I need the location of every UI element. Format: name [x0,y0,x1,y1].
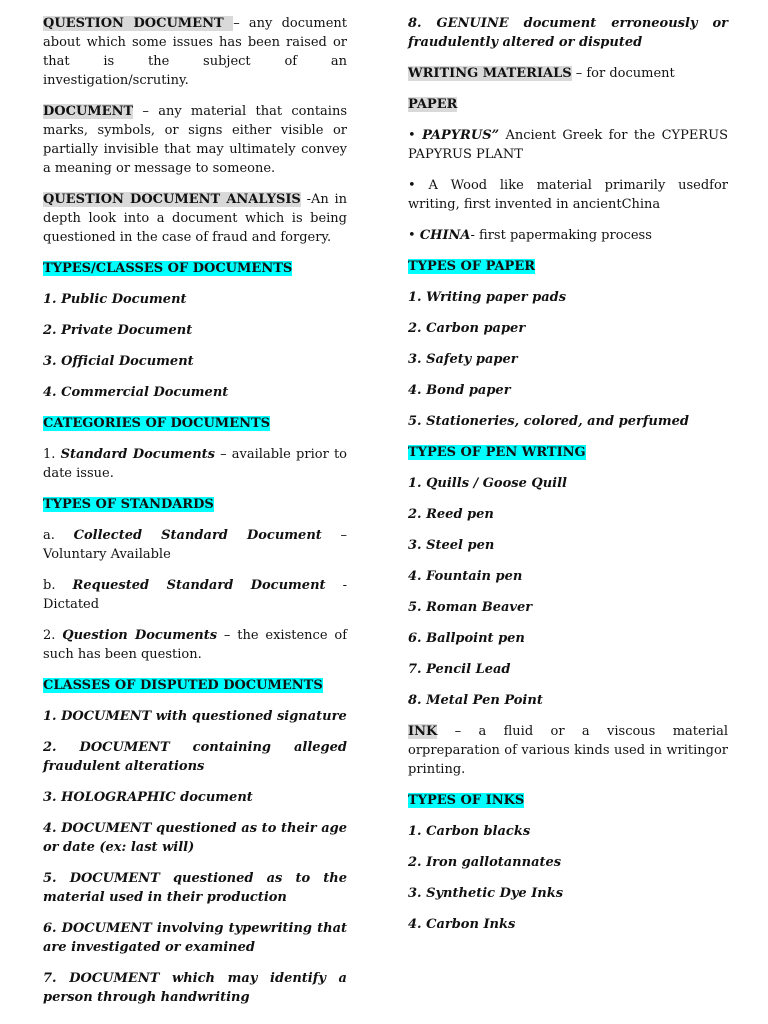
category-question: 2. Question Documents – the existence of such has been question. [43,628,348,662]
list-item: 4. Bond paper [408,383,511,398]
list-item: 5. Stationeries, colored, and perfumed [408,414,689,429]
pen-heading: TYPES OF PEN WRTING [408,445,586,460]
list-item: 1. Carbon blacks [408,824,531,839]
disputed-heading: CLASSES OF DISPUTED DOCUMENTS [43,678,323,693]
document-term: DOCUMENT [43,104,134,119]
list-item: 8. Metal Pen Point [408,693,543,708]
list-item: 6. Ballpoint pen [408,631,525,646]
document-definition: DOCUMENT – any material that contains marks, symbols, or signs either visible or partially invisible that may ultimately convey a meaning or message to someone. [43,104,347,176]
question-document-term: QUESTION DOCUMENT [43,16,234,31]
standard-b: b. Requested Standard Document - Dictated [43,578,348,612]
qda-term: QUESTION DOCUMENT ANALYSIS [43,192,301,207]
list-item: 1. DOCUMENT with questioned signature [43,709,347,724]
paper-heading: PAPER [408,97,458,112]
list-item: 4. DOCUMENT questioned as to their age or date (ex: last will) [43,821,347,855]
standard-a: a. Collected Standard Document – Voluntary Available [43,528,348,562]
list-item: 2. Carbon paper [408,321,526,336]
china-bullet: • CHINA- first papermaking process [408,228,652,243]
list-item: 3. Steel pen [408,538,495,553]
inks-heading: TYPES OF INKS [408,793,525,808]
list-item: 5. Roman Beaver [408,600,533,615]
list-item: 5. DOCUMENT questioned as to the material used in their production [43,871,347,905]
list-item: 1. Quills / Goose Quill [408,476,567,491]
list-item: 4. Fountain pen [408,569,523,584]
list-item: 3. HOLOGRAPHIC document [43,790,253,805]
list-item: 1. Public Document [43,292,187,307]
paper-types-heading: TYPES OF PAPER [408,259,536,274]
types-heading: TYPES/CLASSES OF DOCUMENTS [43,261,293,276]
list-item: 3. Safety paper [408,352,518,367]
papyrus-bullet: • PAPYRUS” Ancient Greek for the CYPERUS PAPYRUS PLANT [408,128,728,162]
question-document-definition: QUESTION DOCUMENT – any document about which some issues has been raised or that is the subject of an investigation/scrutiny. [43,16,348,88]
writing-materials-term: WRITING MATERIALS [408,66,572,81]
category-standard: 1. Standard Documents – available prior to date issue. [43,447,347,481]
standards-heading: TYPES OF STANDARDS [43,497,214,512]
right-column [408,14,728,946]
list-item: 2. Iron gallotannates [408,855,562,870]
ink-definition: INK – a fluid or a viscous material orpreparation of various kinds used in writingor printing. [408,724,728,777]
list-item: 6. DOCUMENT involving typewriting that are investigated or examined [43,921,347,955]
ink-term: INK [408,724,438,739]
list-item: 2. DOCUMENT containing alleged fraudulent alterations [43,740,347,774]
list-item: 7. DOCUMENT which may identify a person through handwriting [43,971,347,1005]
list-item: 1. Writing paper pads [408,290,567,305]
writing-materials-definition: WRITING MATERIALS – for document [408,66,675,81]
list-item: 2. Reed pen [408,507,494,522]
wood-bullet: • A Wood like material primarily usedfor writing, first invented in ancientChina [408,178,728,212]
qda-definition: QUESTION DOCUMENT ANALYSIS -An in depth look into a document which is being questioned in the case of fraud and forgery. [43,192,347,245]
list-item: 3. Official Document [43,354,194,369]
categories-heading: CATEGORIES OF DOCUMENTS [43,416,271,431]
genuine-item: 8. GENUINE document erroneously or fraudulently altered or disputed [408,16,728,50]
list-item: 3. Synthetic Dye Inks [408,886,564,901]
list-item: 7. Pencil Lead [408,662,511,677]
left-column [43,14,347,1019]
list-item: 4. Commercial Document [43,385,229,400]
list-item: 4. Carbon Inks [408,917,516,932]
list-item: 2. Private Document [43,323,193,338]
